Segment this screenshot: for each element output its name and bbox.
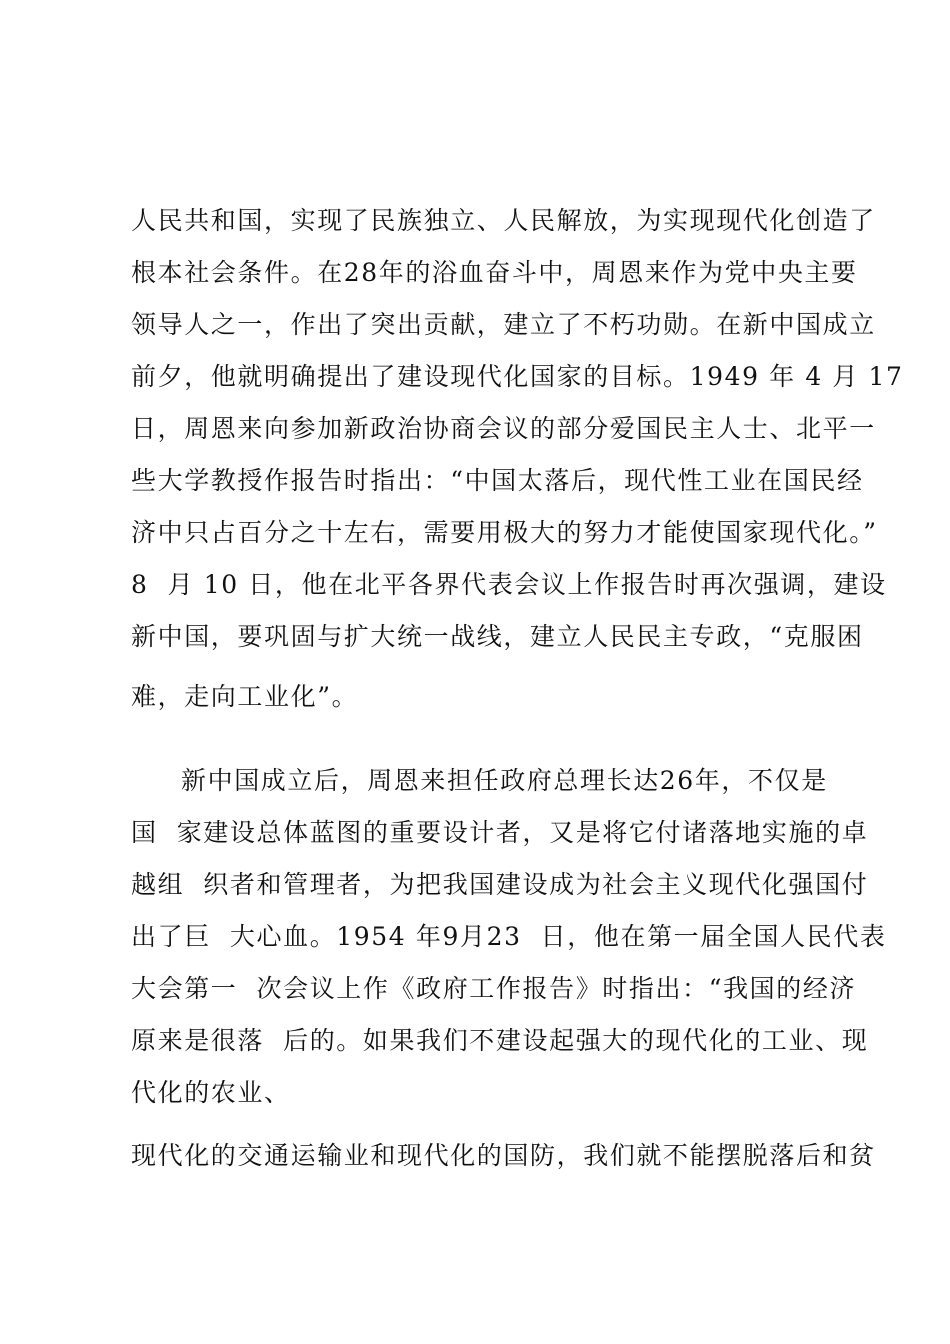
paragraph-1-line-5: 日，周恩来向参加新政治协商会议的部分爱国民主人士、北平一 xyxy=(131,414,876,443)
paragraph-2-line-1: 新中国成立后，周恩来担任政府总理长达26年，不仅是 xyxy=(181,766,828,795)
paragraph-1-line-2: 根本社会条件。在28年的浴血奋斗中，周恩来作为党中央主要 xyxy=(131,258,858,287)
paragraph-1-line-3: 领导人之一，作出了突出贡献，建立了不朽功勋。在新中国成立 xyxy=(131,310,876,339)
paragraph-1-line-1: 人民共和国，实现了民族独立、人民解放，为实现现代化创造了 xyxy=(131,206,876,235)
paragraph-2-line-3: 越组 织者和管理者，为把我国建设成为社会主义现代化强国付 xyxy=(131,870,869,899)
paragraph-2-line-4: 出了巨 大心血。1954 年9月23 日，他在第一届全国人民代表 xyxy=(131,922,887,951)
paragraph-2-line-5: 大会第一 次会议上作《政府工作报告》时指出：“我国的经济 xyxy=(131,974,857,1003)
paragraph-1-line-8: 8 月 10 日，他在北平各界代表会议上作报告时再次强调，建设 xyxy=(131,570,887,599)
paragraph-2-line-6: 原来是很落 后的。如果我们不建设起强大的现代化的工业、现 xyxy=(131,1026,869,1055)
paragraph-1-line-10: 难，走向工业化”。 xyxy=(131,682,359,711)
paragraph-2-line-2: 国 家建设总体蓝图的重要设计者，又是将它付诸落地实施的卓 xyxy=(131,818,869,847)
paragraph-3-line-1: 现代化的交通运输业和现代化的国防，我们就不能摆脱落后和贫 xyxy=(131,1141,876,1170)
paragraph-2-line-7: 代化的农业、 xyxy=(131,1078,291,1107)
paragraph-1-line-4: 前夕，他就明确提出了建设现代化国家的目标。1949 年 4 月 17 xyxy=(131,362,904,391)
paragraph-1-line-6: 些大学教授作报告时指出：“中国太落后，现代性工业在国民经 xyxy=(131,466,864,495)
paragraph-1-line-7: 济中只占百分之十左右，需要用极大的努力才能使国家现代化。” xyxy=(131,518,878,547)
paragraph-1-line-9: 新中国，要巩固与扩大统一战线，建立人民民主专政，“克服困 xyxy=(131,622,864,651)
